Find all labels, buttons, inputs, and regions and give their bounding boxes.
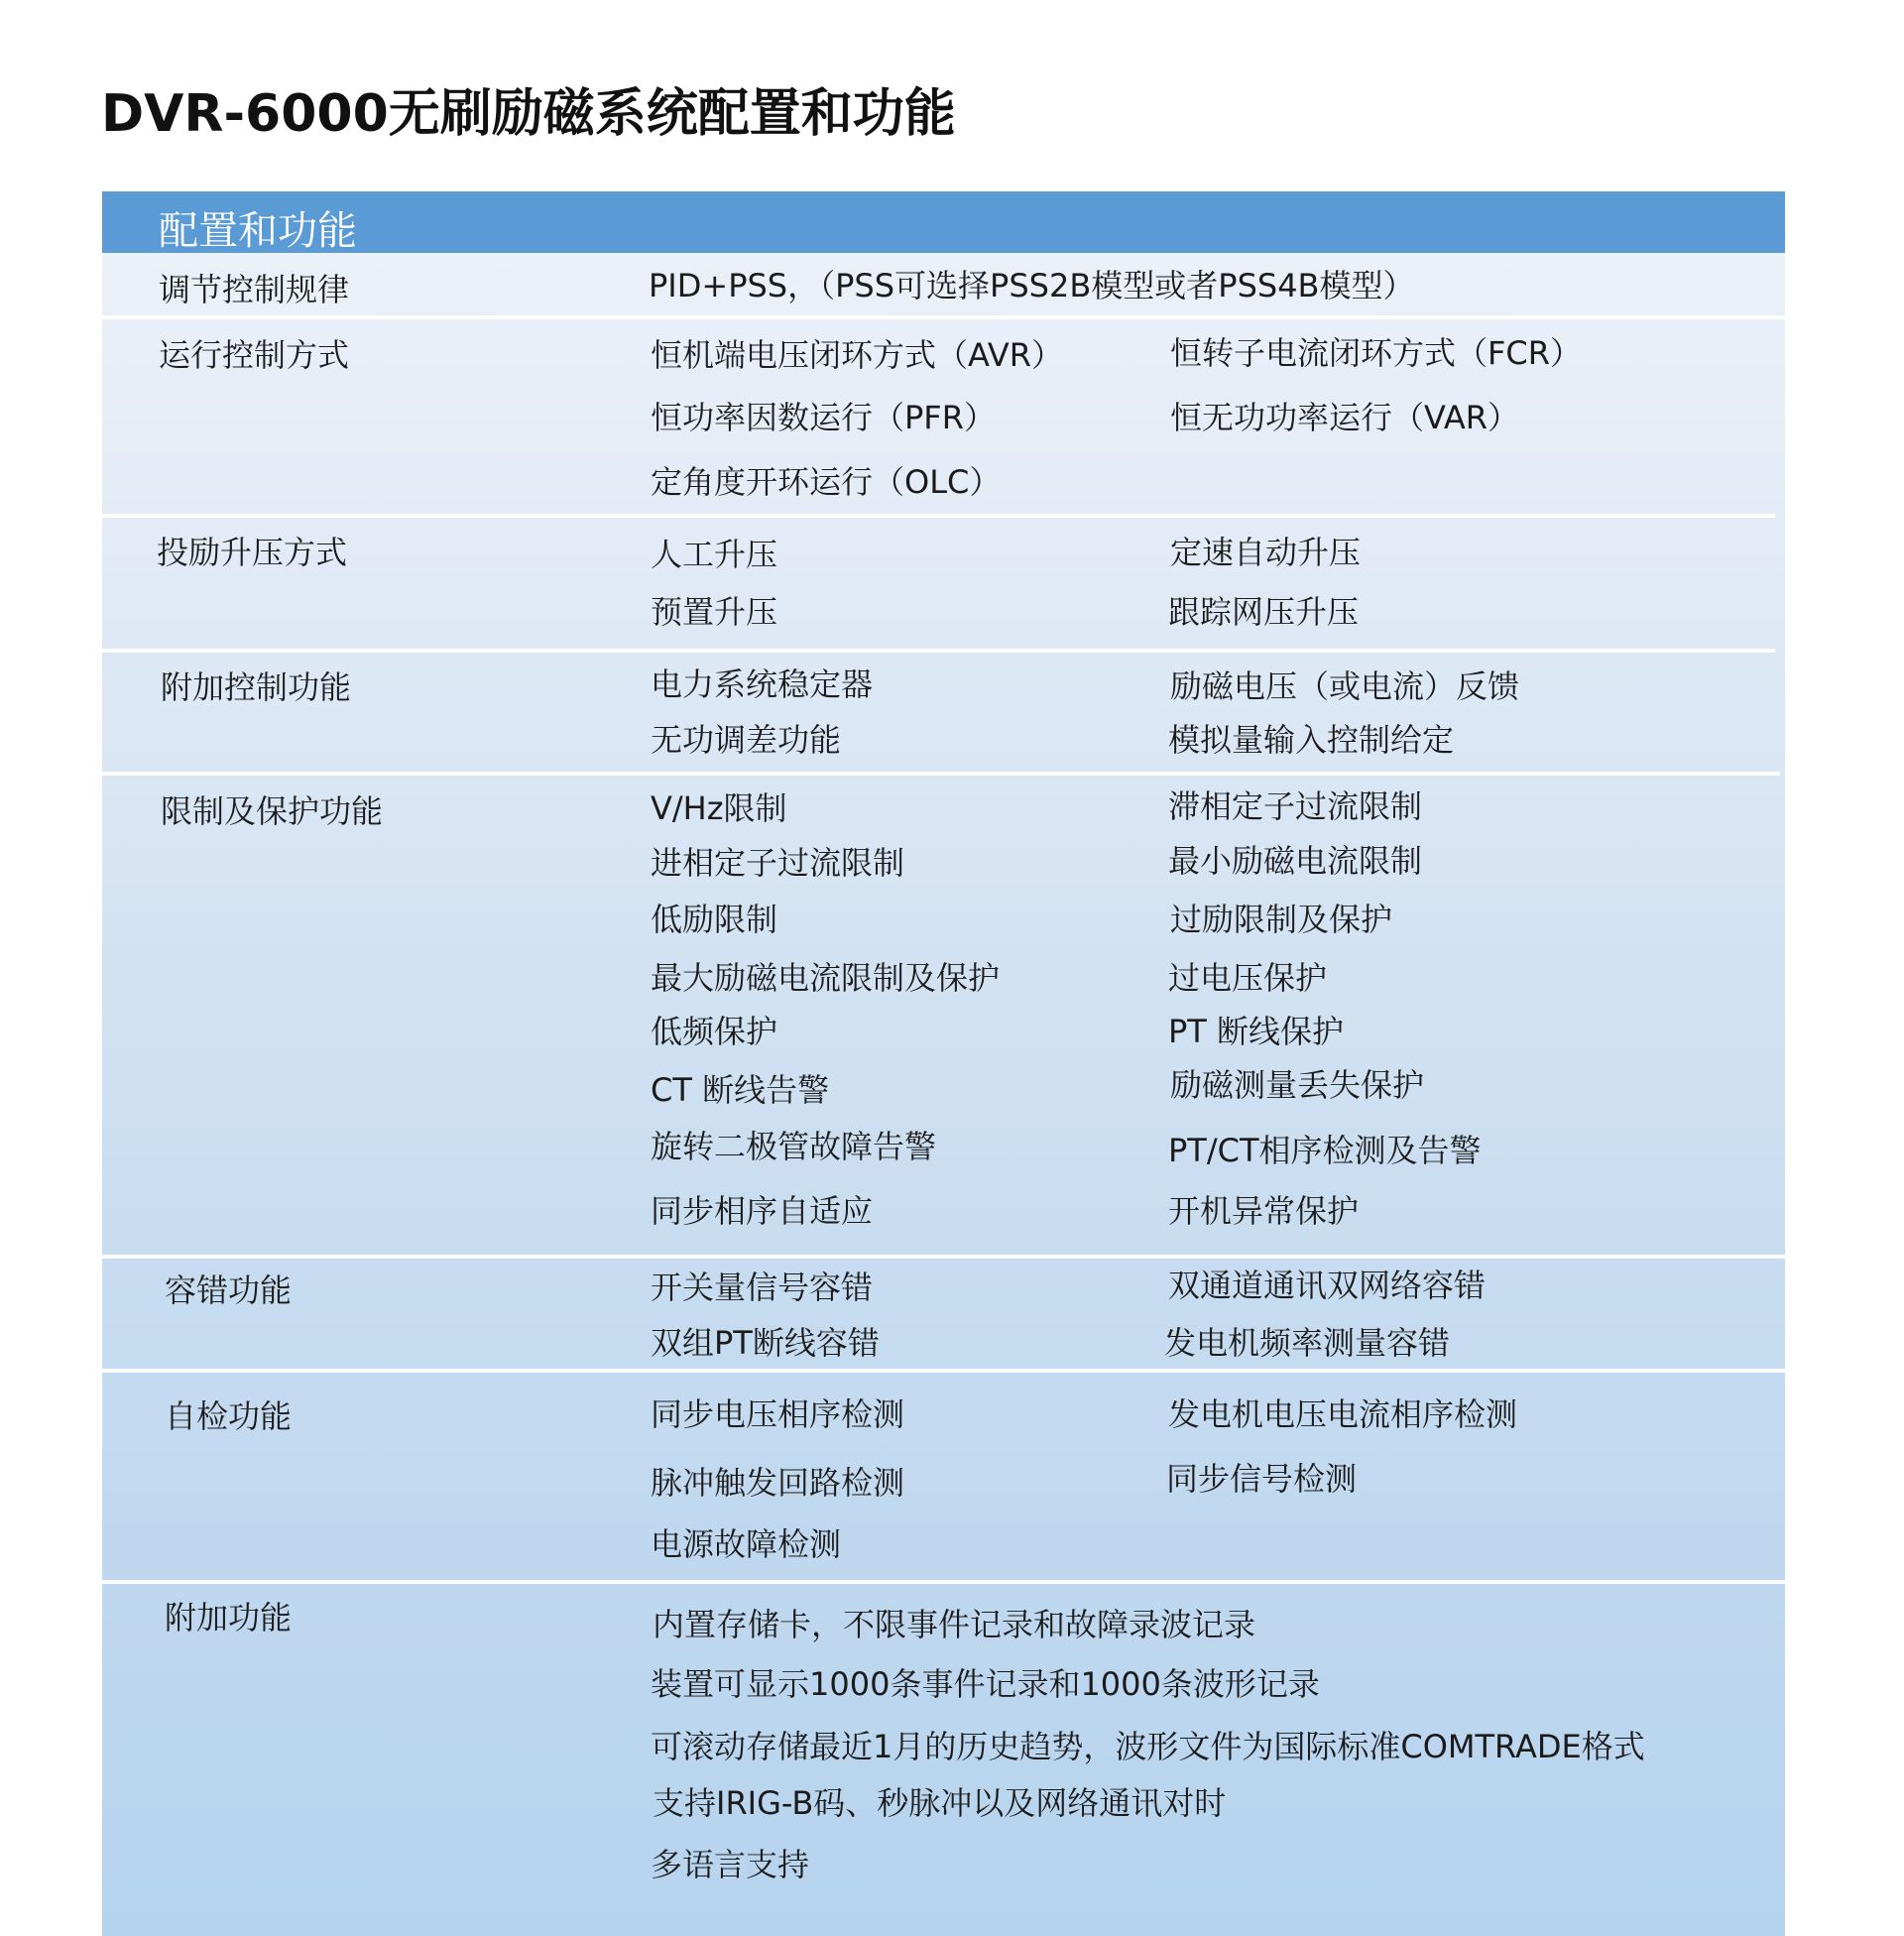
row-label-operation-mode: 运行控制方式 <box>159 336 350 374</box>
row-value: 恒转子电流闭环方式（FCR） <box>1170 334 1582 372</box>
row-value: 励磁测量丢失保护 <box>1170 1066 1425 1104</box>
row-value: PT/CT相序检测及告警 <box>1168 1132 1482 1169</box>
row-value: 内置存储卡，不限事件记录和故障录波记录 <box>653 1606 1256 1643</box>
row-value: 发电机电压电流相序检测 <box>1168 1395 1518 1433</box>
row-value: 恒机端电压闭环方式（AVR） <box>651 336 1063 374</box>
row-value: 开机异常保护 <box>1168 1192 1360 1230</box>
table-header-bar <box>102 191 1785 253</box>
row-value: 模拟量输入控制给定 <box>1168 721 1455 759</box>
table-header-label: 配置和功能 <box>159 208 357 254</box>
row-value: 低频保护 <box>651 1013 778 1050</box>
row-value: 无功调差功能 <box>651 721 842 759</box>
row-value: 发电机频率测量容错 <box>1164 1324 1451 1362</box>
row-value: 滞相定子过流限制 <box>1168 787 1423 825</box>
row-label-self-check: 自检功能 <box>165 1397 293 1435</box>
row-value: PID+PSS，（PSS可选择PSS2B模型或者PSS4B模型） <box>649 267 1415 304</box>
row-value: PT 断线保护 <box>1168 1013 1345 1050</box>
row-label-extra-functions: 附加功能 <box>165 1599 293 1636</box>
row-value: 恒功率因数运行（PFR） <box>651 399 996 436</box>
config-function-table <box>102 191 1785 1936</box>
row-divider <box>102 649 1775 653</box>
row-label-regulation-law: 调节控制规律 <box>159 271 350 308</box>
row-value: 同步信号检测 <box>1166 1460 1358 1498</box>
row-divider <box>102 1580 1785 1584</box>
row-value: 定速自动升压 <box>1170 534 1362 571</box>
row-value: 进相定子过流限制 <box>651 844 905 882</box>
row-value: 电力系统稳定器 <box>651 666 874 703</box>
row-value: V/Hz限制 <box>651 789 787 827</box>
row-label-limit-protection: 限制及保护功能 <box>161 792 384 830</box>
document-title: DVR-6000无刷励磁系统配置和功能 <box>101 84 956 144</box>
row-value: 励磁电压（或电流）反馈 <box>1170 667 1520 705</box>
row-value: 支持IRIG-B码、秒脉冲以及网络通讯对时 <box>653 1784 1227 1822</box>
row-divider <box>102 315 1785 319</box>
row-label-boost-mode: 投励升压方式 <box>157 534 348 571</box>
row-divider <box>102 514 1775 518</box>
row-value: 最小励磁电流限制 <box>1168 842 1423 880</box>
row-value: 旋转二极管故障告警 <box>651 1128 937 1165</box>
row-label-aux-control: 附加控制功能 <box>161 668 352 706</box>
row-divider <box>102 772 1780 776</box>
row-value: 电源故障检测 <box>651 1525 842 1563</box>
row-divider <box>102 1255 1785 1259</box>
row-value: 脉冲触发回路检测 <box>651 1464 905 1502</box>
row-value: 过励限制及保护 <box>1170 901 1393 938</box>
row-value: 人工升压 <box>651 536 778 573</box>
row-divider <box>102 1369 1785 1373</box>
row-label-fault-tolerance: 容错功能 <box>165 1271 293 1309</box>
row-value: 双通道通讯双网络容错 <box>1168 1267 1487 1304</box>
row-value: 定角度开环运行（OLC） <box>651 463 1002 501</box>
row-value: 可滚动存储最近1月的历史趋势，波形文件为国际标准COMTRADE格式 <box>651 1728 1645 1765</box>
row-value: 双组PT断线容错 <box>651 1324 880 1362</box>
row-value: 恒无功功率运行（VAR） <box>1170 399 1519 436</box>
row-value: 最大励磁电流限制及保护 <box>651 959 1001 997</box>
row-value: 预置升压 <box>651 593 778 631</box>
row-value: 低励限制 <box>651 901 778 938</box>
row-value: 过电压保护 <box>1168 959 1328 997</box>
row-value: 跟踪网压升压 <box>1168 593 1360 631</box>
row-value: 装置可显示1000条事件记录和1000条波形记录 <box>651 1665 1320 1703</box>
row-value: CT 断线告警 <box>651 1071 830 1109</box>
row-value: 同步相序自适应 <box>651 1192 874 1230</box>
row-value: 开关量信号容错 <box>651 1269 874 1306</box>
row-value: 同步电压相序检测 <box>651 1395 905 1433</box>
row-value: 多语言支持 <box>651 1846 810 1883</box>
